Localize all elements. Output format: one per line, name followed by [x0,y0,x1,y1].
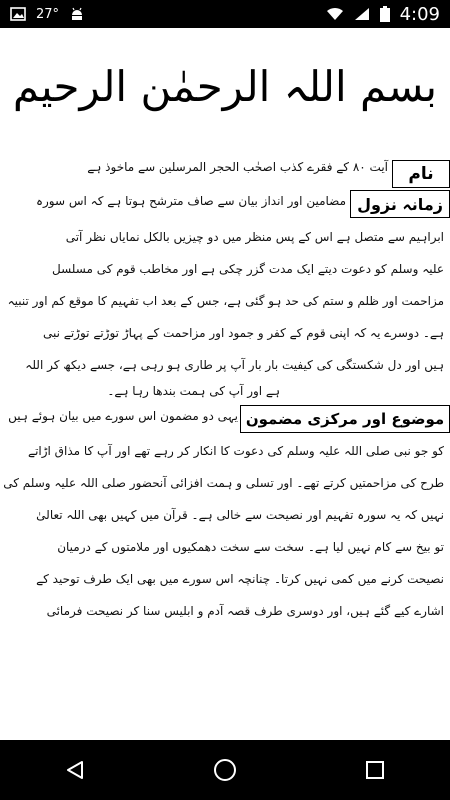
text-line-12: نہیں کہ یہ سورہ تفہیم اور نصیحت سے خالی ہے۔ قرآن میں کہیں بھی اللہ تعالیٰ [36,508,444,522]
clock-text: 4:09 [399,3,440,25]
heading-revelation: زمانہ نزول [350,190,450,218]
navigation-bar [0,740,450,800]
text-line-15: اشارے کیے گئے ہیں، اور دوسری طرف قصہ آدم و ابلیس سنا کر نصیحت فرمائی [46,604,444,618]
text-line-9: یہی دو مضمون اس سورے میں بیان ہوئے ہیں [8,409,238,423]
text-line-10: کو جو نبی صلی اللہ علیہ وسلم کی دعوت کا انکار کر رہے تھے اور آپ کا مذاق اڑاتے [28,444,444,458]
home-button[interactable] [195,740,255,800]
text-line-5: مزاحمت اور ظلم و ستم کی حد ہو گئی ہے، جس کے بعد اب تفہیم کا موقع کم اور تنبیہ [7,294,444,308]
back-triangle-icon [64,759,86,781]
text-line-8: ہے اور آپ کی ہمت بندھا رہا ہے۔ [107,384,280,398]
text-line-11: طرح کی مزاحمتیں کرتے تھے۔ اور تسلی و ہمت افزائی آنحضور صلی اللہ علیہ وسلم کی [3,476,444,490]
recents-square-icon [364,759,386,781]
text-line-14: نصیحت کرنے میں کمی نہیں کرتا۔ چنانچہ اس سورے میں بھی ایک طرف توحید کے [36,572,444,586]
text-line-2: مضامین اور انداز بیان سے صاف مترشح ہوتا ہے کہ اس سورہ [35,194,346,208]
bismillah-calligraphy: بسم اللہ الرحمٰن الرحیم [12,62,438,111]
heading-subject: موضوع اور مرکزی مضمون [240,405,450,433]
back-button[interactable] [45,740,105,800]
status-bar [0,0,450,28]
recents-button[interactable] [345,740,405,800]
home-circle-icon [213,758,237,782]
text-line-13: تو بیخ سے کام نہیں لیا ہے۔ سخت سے سخت دھمکیوں اور ملامتوں کے درمیان [57,540,444,554]
book-page[interactable] [0,28,450,740]
text-line-3: ابراہیم سے متصل ہے اس کے پس منظر میں دو چیزیں بالکل نمایاں نظر آتی [65,230,444,244]
text-line-6: ہے۔ دوسرے یہ کہ اپنی قوم کے کفر و جمود اور مزاحمت کے پہاڑ توڑتے توڑتے نبی [43,326,444,340]
android-icon [69,6,85,22]
text-line-4: علیہ وسلم کو دعوت دیتے ایک مدت گزر چکی ہے اور مخاطب قوم کی مسلسل [52,262,444,276]
heading-name: نام [392,160,450,188]
text-line-7: ہیں اور دل شکستگی کی کیفیت بار بار آپ پر طاری ہو رہی ہے، جسے دیکھ کر اللہ [25,358,444,372]
signal-icon [354,7,370,21]
wifi-icon [326,7,344,21]
image-icon [10,7,26,21]
battery-icon [380,6,390,22]
temperature-text: 27° [36,6,60,22]
text-line-1: آیت ۸۰ کے فقرے کذب اصحٰب الحجر المرسلین سے ماخوذ ہے [87,160,388,174]
